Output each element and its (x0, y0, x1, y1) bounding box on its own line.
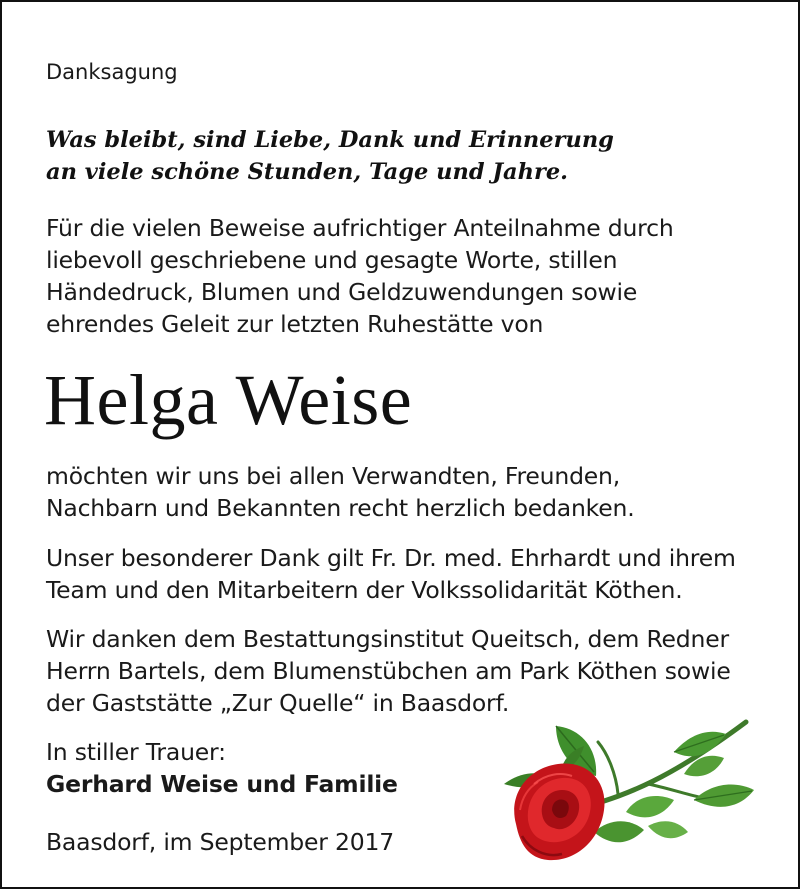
intro-line: ehrendes Geleit zur letzten Ruhestätte von (46, 310, 544, 338)
intro-line: Händedruck, Blumen und Geldzuwendungen sowie (46, 278, 638, 306)
signature: Gerhard Weise und Familie (46, 770, 398, 798)
deceased-name: Helga Weise (44, 360, 413, 440)
mourning-label: In stiller Trauer: (46, 738, 226, 766)
rose-icon (498, 714, 760, 874)
special-thanks-line: Team und den Mitarbeitern der Volkssolidarität Köthen. (46, 576, 683, 604)
place-date: Baasdorf, im September 2017 (46, 828, 394, 856)
motto-line: an viele schöne Stunden, Tage und Jahre. (46, 159, 568, 185)
motto-line: Was bleibt, sind Liebe, Dank und Erinnerung (46, 127, 614, 153)
notice-heading: Danksagung (46, 60, 178, 84)
thanks-line: möchten wir uns bei allen Verwandten, Freunden, (46, 462, 621, 490)
thanks-line: Nachbarn und Bekannten recht herzlich bedanken. (46, 494, 635, 522)
intro-line: liebevoll geschriebene und gesagte Worte, stillen (46, 246, 618, 274)
intro-line: Für die vielen Beweise aufrichtiger Anteilnahme durch (46, 214, 674, 242)
further-thanks-line: Wir danken dem Bestattungsinstitut Queitsch, dem Redner (46, 625, 729, 653)
motto-quote (46, 124, 614, 188)
further-thanks-line: der Gaststätte „Zur Quelle“ in Baasdorf. (46, 689, 510, 717)
further-thanks-line: Herrn Bartels, dem Blumenstübchen am Park Köthen sowie (46, 657, 731, 685)
special-thanks-line: Unser besonderer Dank gilt Fr. Dr. med. Ehrhardt und ihrem (46, 544, 736, 572)
